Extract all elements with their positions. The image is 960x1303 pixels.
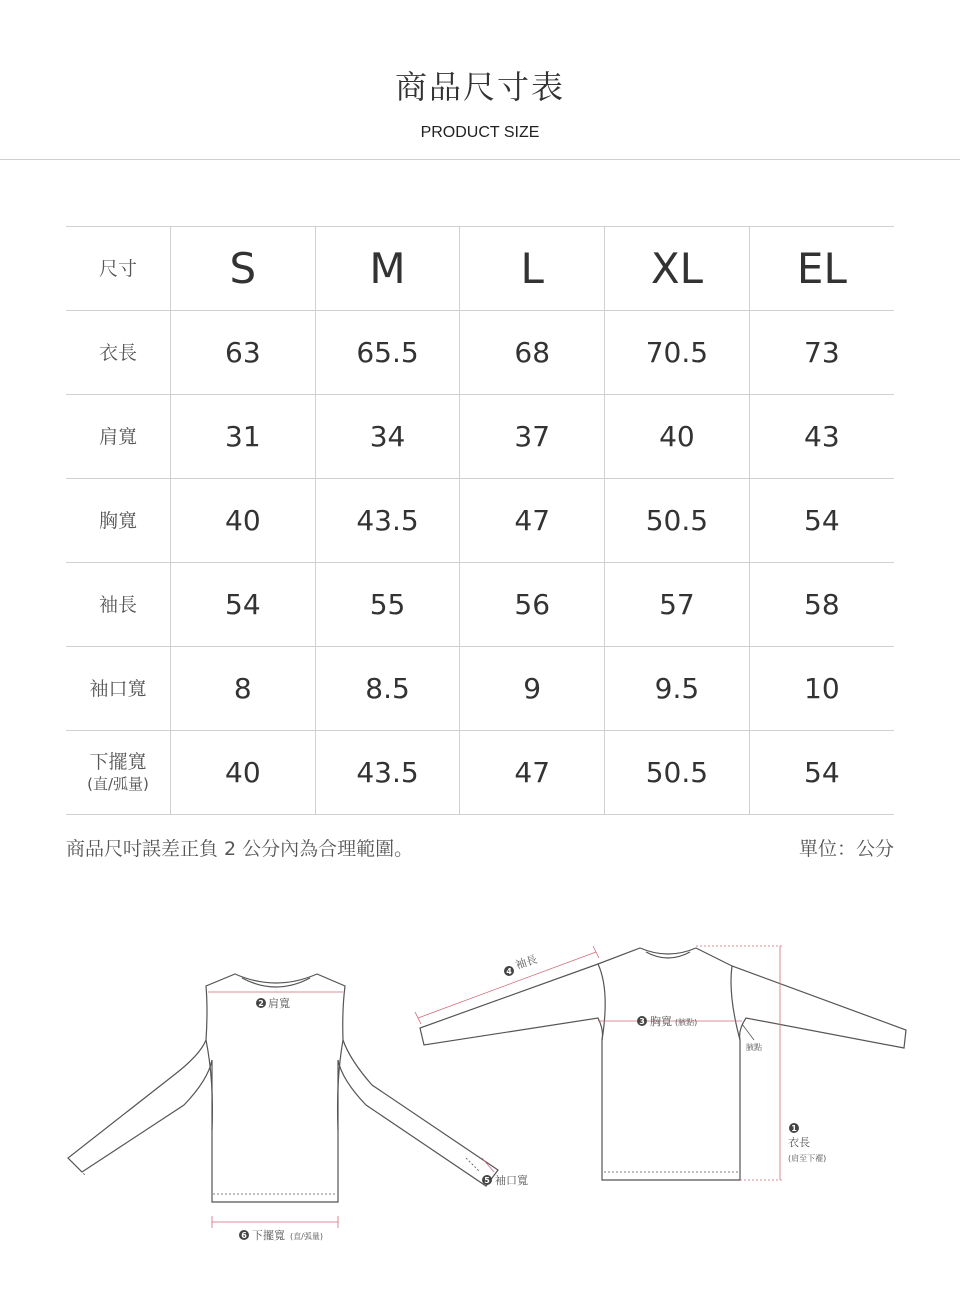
armpit-pointer: [742, 1024, 754, 1040]
cell-value: 50.5: [605, 731, 750, 815]
sleeve-length-label: 袖長: [513, 952, 539, 972]
cell-value: 40: [605, 395, 750, 479]
size-header-l: L: [460, 227, 605, 311]
row-label: [66, 731, 171, 815]
cell-value: 8.5: [315, 647, 460, 731]
cuff-measure-line: [482, 1158, 494, 1172]
sleeve-measure-line: [415, 946, 599, 1024]
page-header: [0, 0, 960, 160]
tolerance-note: 商品尺吋誤差正負 2 公分內為合理範圍。: [66, 838, 414, 860]
cell-value: 73: [749, 311, 894, 395]
cell-value: 34: [315, 395, 460, 479]
cell-value: 50.5: [605, 479, 750, 563]
cell-value: 37: [460, 395, 605, 479]
shirt-side-illustration: [420, 948, 906, 1180]
cell-value: 9.5: [605, 647, 750, 731]
marker-6: 6: [241, 1231, 247, 1240]
cell-value: 47: [460, 731, 605, 815]
corner-label: 尺寸: [66, 227, 171, 311]
marker-3: 3: [639, 1017, 645, 1026]
page-subtitle: PRODUCT SIZE: [420, 124, 540, 141]
cell-value: 9: [460, 647, 605, 731]
hem-label: 下擺寬: [252, 1229, 285, 1242]
cell-value: 40: [171, 731, 316, 815]
cell-value: 63: [171, 311, 316, 395]
row-label-sub: (直/弧量): [87, 774, 149, 793]
table-row: [66, 731, 894, 815]
cell-value: 65.5: [315, 311, 460, 395]
cuff-label: 袖口寬: [495, 1174, 528, 1187]
cell-value: 47: [460, 479, 605, 563]
size-header-el: EL: [749, 227, 894, 311]
table-row: [66, 479, 894, 563]
cell-value: 56: [460, 563, 605, 647]
table-row: [66, 647, 894, 731]
row-label: 衣長: [66, 311, 171, 395]
cell-value: 58: [749, 563, 894, 647]
page-title: 商品尺寸表: [394, 68, 565, 106]
row-label: 胸寬: [66, 479, 171, 563]
hem-note: (直/弧量): [290, 1232, 323, 1241]
header-divider: [0, 159, 960, 160]
hem-measure-line: [212, 1216, 338, 1228]
cell-value: 40: [171, 479, 316, 563]
table-row: [66, 395, 894, 479]
cell-value: 43.5: [315, 731, 460, 815]
row-label: 肩寬: [66, 395, 171, 479]
table-row: [66, 563, 894, 647]
cell-value: 54: [749, 479, 894, 563]
row-label: 袖長: [66, 563, 171, 647]
size-header-row: [66, 227, 894, 311]
measurement-diagram: [0, 900, 960, 1260]
cell-value: 8: [171, 647, 316, 731]
cell-value: 57: [605, 563, 750, 647]
cell-value: 68: [460, 311, 605, 395]
cell-value: 31: [171, 395, 316, 479]
cell-value: 55: [315, 563, 460, 647]
size-header-m: M: [315, 227, 460, 311]
row-label-main: 下擺寬: [89, 750, 147, 773]
chest-note: (腋點): [675, 1018, 698, 1027]
armpit-label: 腋點: [746, 1043, 762, 1052]
size-table: [66, 226, 894, 815]
chest-label: 胸寬: [650, 1015, 672, 1028]
cell-value: 70.5: [605, 311, 750, 395]
marker-2: 2: [258, 999, 264, 1008]
table-row: [66, 311, 894, 395]
length-label: 衣長: [788, 1136, 810, 1149]
marker-5: 5: [484, 1176, 490, 1185]
marker-4: 4: [506, 967, 512, 976]
length-note: (肩至下襬): [788, 1154, 827, 1163]
shoulder-label: 肩寬: [268, 997, 290, 1010]
size-header-xl: XL: [605, 227, 750, 311]
unit-note: 單位：公分: [798, 838, 894, 860]
cell-value: 54: [749, 731, 894, 815]
row-label: 袖口寬: [66, 647, 171, 731]
cell-value: 54: [171, 563, 316, 647]
size-header-s: S: [171, 227, 316, 311]
cell-value: 43.5: [315, 479, 460, 563]
cell-value: 10: [749, 647, 894, 731]
marker-1: 1: [791, 1124, 797, 1133]
cell-value: 43: [749, 395, 894, 479]
